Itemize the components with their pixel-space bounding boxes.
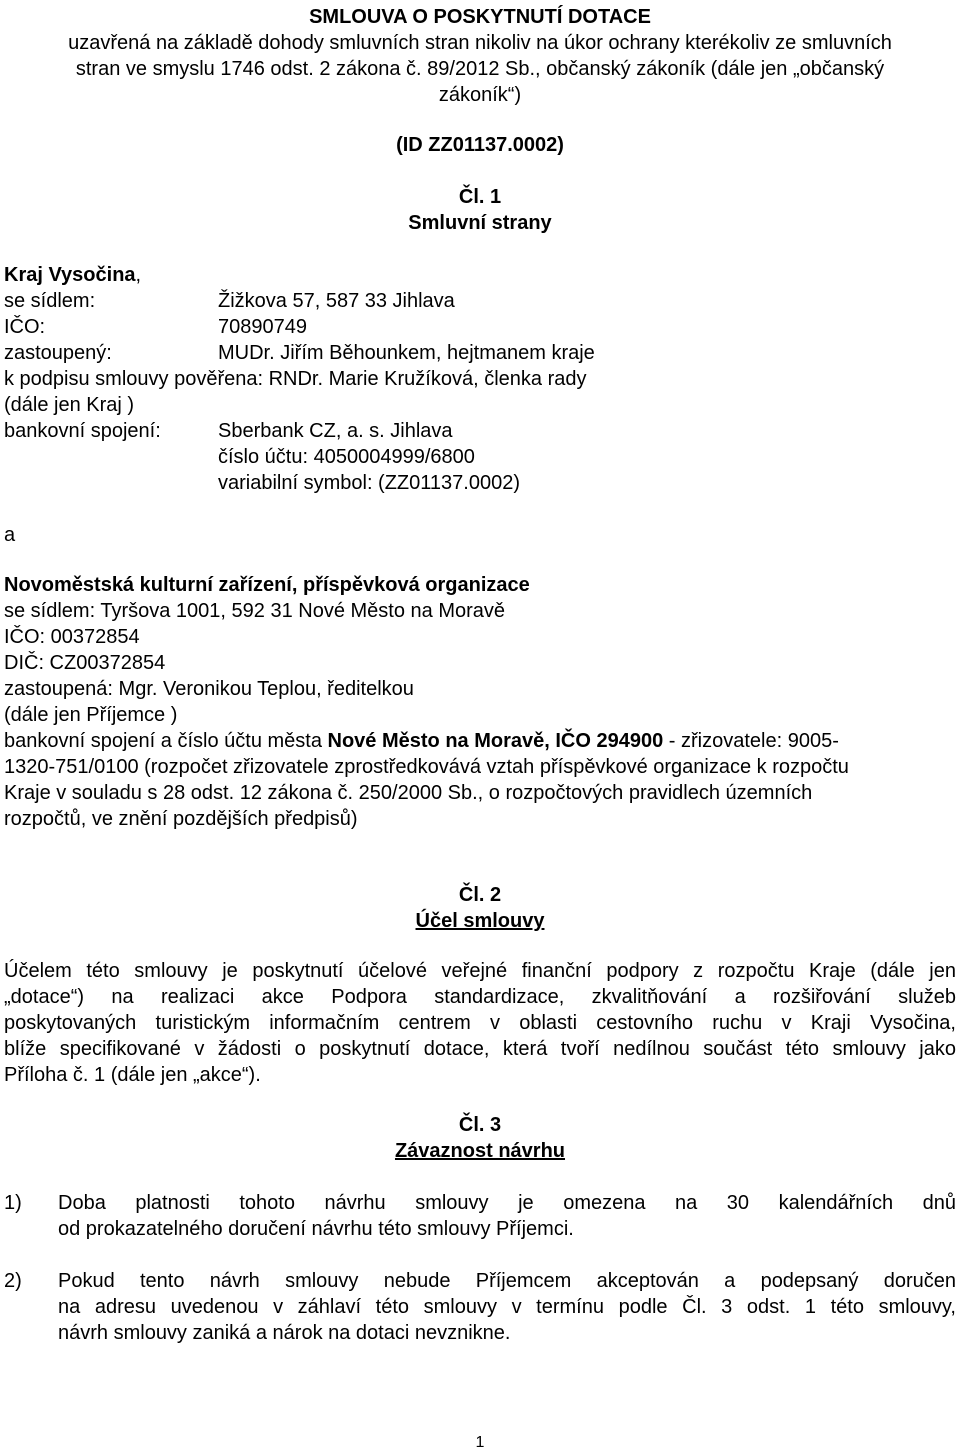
party-1-bank-label: bankovní spojení: xyxy=(4,420,161,442)
document-subtitle-line-1: uzavřená na základě dohody smluvních stran nikoliv na úkor ochrany kterékoliv ze smluvních xyxy=(68,32,892,54)
party-2-bank-pre: bankovní spojení a číslo účtu města xyxy=(4,730,328,752)
party-1-name-suffix: , xyxy=(135,264,142,286)
document-id: (ID ZZ01137.0002) xyxy=(396,134,564,156)
article-2-heading: Čl. 2 xyxy=(458,884,502,906)
article-2-line-2: „dotace“) na realizaci akce Podpora standardizace, zkvalitňování a rozšiřování služeb xyxy=(4,986,956,1008)
party-1-alias: (dále jen Kraj ) xyxy=(4,394,135,416)
article-2-line-4: blíže specifikované v žádosti o poskytnutí dotace, která tvoří nedílnou součást této smlouvy jako xyxy=(4,1038,956,1060)
conjunction: a xyxy=(4,524,16,546)
article-1-heading: Čl. 1 xyxy=(458,186,502,208)
party-2-bank-post: - zřizovatele: 9005- xyxy=(663,730,839,752)
party-2-ico: IČO: 00372854 xyxy=(4,626,140,648)
page-number: 1 xyxy=(475,1434,485,1451)
party-2-seat: se sídlem: Tyršova 1001, 592 31 Nové Město na Moravě xyxy=(4,600,506,622)
article-2-line-1: Účelem této smlouvy je poskytnutí účelové veřejné finanční podpory z rozpočtu Kraje (dále jen xyxy=(4,960,956,982)
article-3-title: Závaznost návrhu xyxy=(394,1140,566,1162)
party-2-rep: zastoupená: Mgr. Veronikou Teplou, ředitelkou xyxy=(4,678,414,700)
article-3-item-2-line-3: návrh smlouvy zaniká a nárok na dotaci nevznikne. xyxy=(58,1322,511,1344)
article-2-line-5: Příloha č. 1 (dále jen „akce“). xyxy=(4,1064,261,1086)
article-2-line-3: poskytovaných turistickým informačním centrem v oblasti cestovního ruchu v Kraji Vysočina, xyxy=(4,1012,956,1034)
party-2-bank-line-2: 1320-751/0100 (rozpočet zřizovatele zprostředkovává vztah příspěvkové organizace k rozpočtu xyxy=(4,756,849,778)
party-1-seat-value: Žižkova 57, 587 33 Jihlava xyxy=(218,290,455,312)
article-3-heading: Čl. 3 xyxy=(458,1114,502,1136)
article-3-item-2-line-2: na adresu uvedenou v záhlaví této smlouvy v termínu podle Čl. 3 odst. 1 této smlouvy, xyxy=(58,1296,956,1318)
party-1-rep-value: MUDr. Jiřím Běhounkem, hejtmanem kraje xyxy=(218,342,595,364)
article-3-item-2-line-1: Pokud tento návrh smlouvy nebude Příjemcem akceptován a podepsaný doručen xyxy=(58,1270,956,1292)
article-3-item-1-number: 1) xyxy=(4,1192,22,1214)
party-1-name: Kraj Vysočina xyxy=(4,264,136,286)
article-3-item-1-line-2: od prokazatelného doručení návrhu této smlouvy Příjemci. xyxy=(58,1218,574,1240)
party-1-rep-label: zastoupený: xyxy=(4,342,112,364)
party-1-ico-label: IČO: xyxy=(4,316,46,338)
document-subtitle-line-3: zákoník“) xyxy=(438,84,522,106)
document-title: SMLOUVA O POSKYTNUTÍ DOTACE xyxy=(309,6,651,28)
article-1-title: Smluvní strany xyxy=(408,212,552,234)
party-2-name: Novoměstská kulturní zařízení, příspěvková organizace xyxy=(4,574,530,596)
party-2-bank-line-3: Kraje v souladu s 28 odst. 12 zákona č. 250/2000 Sb., o rozpočtových pravidlech územních xyxy=(4,782,813,804)
party-2-bank-line-1 xyxy=(4,728,839,754)
party-1-account: číslo účtu: 4050004999/6800 xyxy=(218,446,475,468)
party-1-variable-symbol: variabilní symbol: (ZZ01137.0002) xyxy=(218,472,520,494)
party-1-sign-line: k podpisu smlouvy pověřena: RNDr. Marie Kružíková, členka rady xyxy=(4,368,587,390)
article-3-item-2-number: 2) xyxy=(4,1270,22,1292)
party-1-bank-value: Sberbank CZ, a. s. Jihlava xyxy=(218,420,453,442)
document-subtitle-line-2: stran ve smyslu 1746 odst. 2 zákona č. 89/2012 Sb., občanský zákoník (dále jen „občanský xyxy=(75,58,885,80)
party-1-ico-value: 70890749 xyxy=(218,316,307,338)
party-2-bank-line-4: rozpočtů, ve znění pozdějších předpisů) xyxy=(4,808,358,830)
party-2-alias: (dále jen Příjemce ) xyxy=(4,704,178,726)
article-2-title: Účel smlouvy xyxy=(415,910,545,932)
party-2-bank-bold: Nové Město na Moravě, IČO 294900 xyxy=(327,730,664,752)
party-2-dic: DIČ: CZ00372854 xyxy=(4,652,166,674)
article-3-item-1-line-1: Doba platnosti tohoto návrhu smlouvy je omezena na 30 kalendářních dnů xyxy=(58,1192,956,1214)
party-1-name-line xyxy=(4,262,141,288)
party-1-seat-label: se sídlem: xyxy=(4,290,96,312)
